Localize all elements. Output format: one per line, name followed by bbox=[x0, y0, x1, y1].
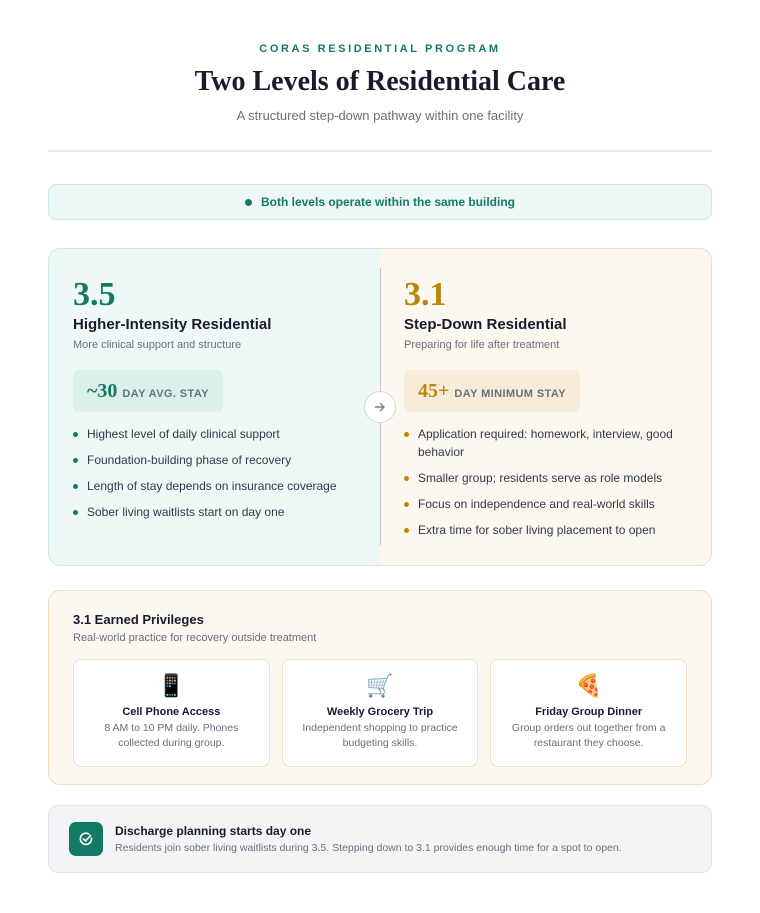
header-divider bbox=[48, 150, 712, 152]
privilege-description: Group orders out together from a restaurant they choose. bbox=[511, 722, 666, 749]
shopping-cart-icon: 🛒 bbox=[366, 673, 394, 698]
feature-item: Sober living waitlists start on day one bbox=[73, 503, 356, 521]
step-down-arrow bbox=[364, 391, 396, 423]
feature-item: Smaller group; residents serve as role models bbox=[404, 469, 687, 487]
level-number: 3.5 bbox=[73, 276, 116, 313]
level-card-3-5 bbox=[48, 248, 380, 566]
discharge-text-block bbox=[115, 824, 622, 855]
privilege-title: Friday Group Dinner bbox=[535, 706, 643, 718]
earned-privileges bbox=[48, 590, 712, 785]
feature-list bbox=[404, 425, 687, 539]
banner-text: Both levels operate within the same building bbox=[260, 195, 516, 209]
privilege-title: Cell Phone Access bbox=[122, 706, 221, 718]
feature-item: Foundation-building phase of recovery bbox=[73, 451, 356, 469]
level-name: Step-Down Residential bbox=[404, 316, 567, 333]
privilege-card-dinner bbox=[490, 659, 687, 767]
stay-badge bbox=[404, 370, 580, 412]
feature-item: Highest level of daily clinical support bbox=[73, 425, 356, 443]
page-subtitle: A structured step-down pathway within one facility bbox=[236, 108, 524, 123]
page-title: Two Levels of Residential Care bbox=[194, 66, 566, 97]
discharge-text: Residents join sober living waitlists during 3.5. Stepping down to 3.1 provides enough time for a spot to open. bbox=[115, 841, 622, 854]
discharge-callout bbox=[48, 805, 712, 873]
level-card-3-1 bbox=[380, 248, 712, 566]
feature-list bbox=[73, 425, 356, 521]
program-eyebrow: CORAS RESIDENTIAL PROGRAM bbox=[259, 43, 501, 55]
privileges-title: 3.1 Earned Privileges bbox=[73, 612, 204, 627]
privileges-subtitle: Real-world practice for recovery outside treatment bbox=[73, 632, 317, 644]
level-description: More clinical support and structure bbox=[73, 339, 242, 351]
stay-label: DAY MINIMUM STAY bbox=[454, 388, 566, 400]
dot-icon bbox=[245, 199, 252, 206]
feature-item: Length of stay depends on insurance coverage bbox=[73, 477, 356, 495]
feature-item: Extra time for sober living placement to open bbox=[404, 521, 687, 539]
discharge-title: Discharge planning starts day one bbox=[115, 823, 312, 838]
arrow-right-icon bbox=[374, 401, 386, 413]
stay-label: DAY AVG. STAY bbox=[122, 388, 209, 400]
stay-value: 45+ bbox=[418, 380, 450, 402]
privilege-description: Independent shopping to practice budgeting skills. bbox=[302, 722, 458, 749]
privilege-description: 8 AM to 10 PM daily. Phones collected during group. bbox=[104, 722, 239, 749]
page-header bbox=[0, 0, 760, 124]
stay-value: ~30 bbox=[87, 380, 118, 402]
privilege-cards bbox=[73, 659, 687, 767]
mobile-phone-icon: 📱 bbox=[157, 673, 186, 698]
check-badge bbox=[69, 822, 103, 856]
level-description: Preparing for life after treatment bbox=[404, 339, 560, 351]
privilege-card-grocery bbox=[282, 659, 479, 767]
check-circle-icon bbox=[78, 831, 94, 847]
privilege-title: Weekly Grocery Trip bbox=[326, 706, 434, 718]
level-name: Higher-Intensity Residential bbox=[73, 316, 272, 333]
level-number: 3.1 bbox=[404, 276, 447, 313]
feature-item: Focus on independence and real-world skills bbox=[404, 495, 687, 513]
feature-item: Application required: homework, interview, good behavior bbox=[404, 425, 687, 461]
stay-badge bbox=[73, 370, 223, 412]
same-building-banner bbox=[48, 184, 712, 220]
privilege-card-cell-phone bbox=[73, 659, 270, 767]
pizza-icon: 🍕 bbox=[574, 673, 603, 698]
